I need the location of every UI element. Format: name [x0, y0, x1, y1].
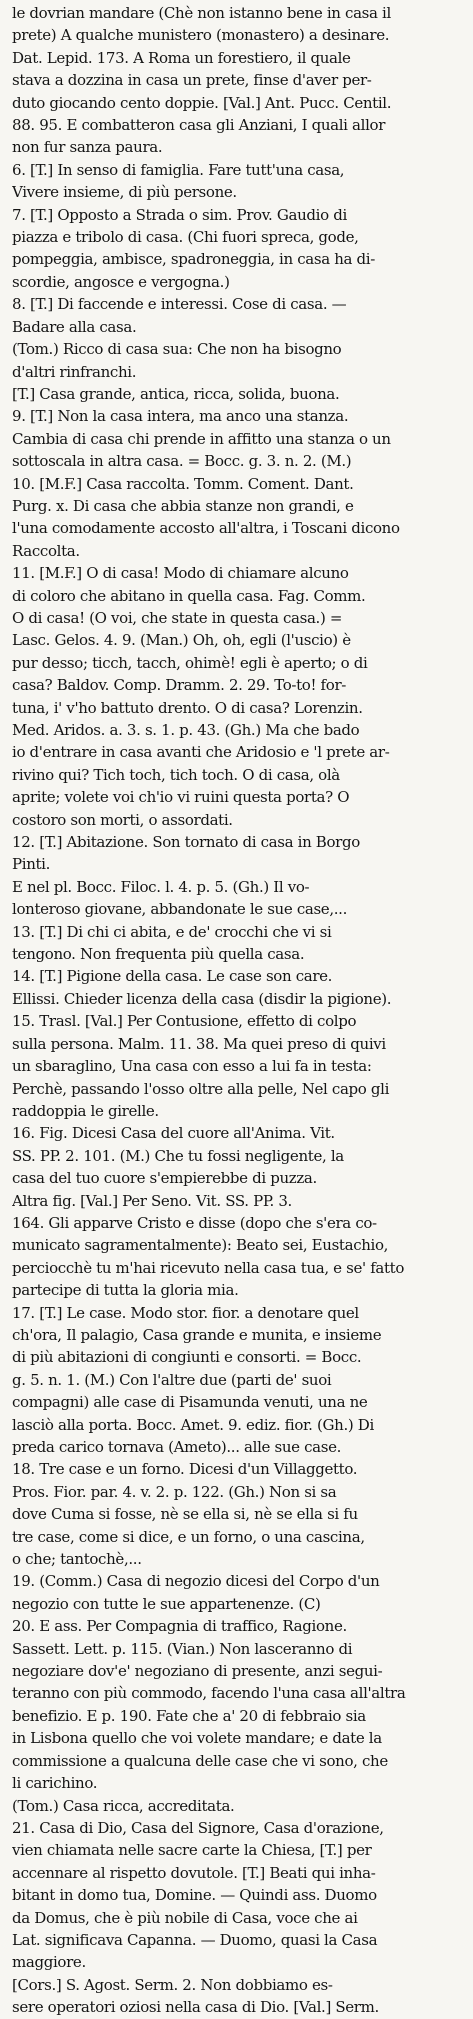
- text-line: aprite; volete voi ch'io vi ruini questa porta? O: [12, 788, 350, 807]
- text-line: bitant in domo tua, Domine. — Quindi ass. Duomo: [12, 1886, 377, 1905]
- text-line: 11. [M.F.] O di casa! Modo di chiamare alcuno: [12, 564, 349, 583]
- text-line: Pinti.: [12, 855, 51, 874]
- text-line: negoziare dov'e' negoziano di presente, anzi segui-: [12, 1662, 383, 1681]
- text-line: Ellissi. Chieder licenza della casa (disdir la pigione).: [12, 989, 392, 1008]
- text-line: (Tom.) Casa ricca, accreditata.: [12, 1796, 235, 1815]
- text-line: pur desso; ticch, tacch, ohimè! egli è aperto; o di: [12, 653, 368, 672]
- text-line: pompeggia, ambisce, spadroneggia, in casa ha di-: [12, 250, 375, 269]
- text-line: Badare alla casa.: [12, 317, 137, 336]
- text-line: casa del tuo cuore s'empierebbe di puzza.: [12, 1169, 317, 1188]
- text-line: 7. [T.] Opposto a Strada o sim. Prov. Gaudio di: [12, 205, 347, 224]
- text-line: l'una comodamente accosto all'altra, i Toscani dicono: [12, 519, 400, 538]
- text-line: sulla persona. Malm. 11. 38. Ma quei preso di quivi: [12, 1034, 386, 1053]
- text-line: raddoppia le girelle.: [12, 1101, 159, 1120]
- text-line: accennare al rispetto dovutole. [T.] Beati qui inha-: [12, 1863, 376, 1882]
- text-line: 18. Tre case e un forno. Dicesi d'un Villaggetto.: [12, 1460, 358, 1479]
- text-line: 9. [T.] Non la casa intera, ma anco una stanza.: [12, 407, 349, 426]
- text-line: preda carico tornava (Ameto)... alle sue case.: [12, 1438, 342, 1456]
- text-line: non fur sanza paura.: [12, 138, 163, 157]
- text-line: tengono. Non frequenta più quella casa.: [12, 945, 305, 964]
- text-line: maggiore.: [12, 1953, 86, 1972]
- text-line: vien chiamata nelle sacre carte la Chiesa, [T.] per: [12, 1841, 372, 1860]
- text-line: 164. Gli apparve Cristo e disse (dopo che s'era co-: [12, 1213, 377, 1232]
- text-line: duto giocando cento doppie. [Val.] Ant. Pucc. Centil.: [12, 93, 392, 112]
- text-line: commissione a qualcuna delle case che vi sono, che: [12, 1751, 388, 1770]
- text-line: partecipe di tutta la gloria mia.: [12, 1281, 239, 1300]
- text-line: casa? Baldov. Comp. Dramm. 2. 29. To-to! for-: [12, 676, 346, 695]
- text-line: da Domus, che è più nobile di Casa, voce che ai: [12, 1908, 358, 1927]
- text-line: 8. [T.] Di faccende e interessi. Cose di casa. —: [12, 295, 347, 314]
- text-line: lonteroso giovane, abbandonate le sue case,...: [12, 900, 348, 919]
- text-line: O di casa! (O voi, che state in questa casa.) =: [12, 608, 343, 627]
- text-line: Lat. significava Capanna. — Duomo, quasi la Casa: [12, 1930, 378, 1949]
- text-line: Cambia di casa chi prende in affitto una stanza o un: [12, 429, 391, 448]
- text-line: 10. [M.F.] Casa raccolta. Tomm. Coment. Dant.: [12, 474, 354, 493]
- text-line: tre case, come si dice, e un forno, o una cascina,: [12, 1527, 365, 1546]
- text-line: un sbaraglino, Una casa con esso a lui fa in testa:: [12, 1057, 372, 1076]
- text-line: benefizio. E p. 190. Fate che a' 20 di febbraio sia: [12, 1706, 366, 1725]
- text-line: Med. Aridos. a. 3. s. 1. p. 43. (Gh.) Ma che bado: [12, 721, 360, 739]
- text-line: li carichino.: [12, 1774, 98, 1793]
- text-line: g. 5. n. 1. (M.) Con l'altre due (parti de' suoi: [12, 1370, 332, 1389]
- text-line: rivino qui? Tich toch, tich toch. O di casa, olà: [12, 765, 340, 784]
- text-line: tuna, i' v'ho battuto drento. O di casa? Lorenzin.: [12, 698, 363, 717]
- text-line: 16. Fig. Dicesi Casa del cuore all'Anima. Vit.: [12, 1124, 335, 1143]
- text-line: lasciò alla porta. Bocc. Amet. 9. ediz. fior. (Gh.) Di: [12, 1415, 374, 1434]
- text-line: 21. Casa di Dio, Casa del Signore, Casa d'orazione,: [12, 1818, 384, 1837]
- text-line: di coloro che abitano in quella casa. Fag. Comm.: [12, 586, 366, 605]
- text-line: sottoscala in altra casa. = Bocc. g. 3. n. 2. (M.): [12, 452, 352, 471]
- text-line: Raccolta.: [12, 541, 80, 560]
- text-line: stava a dozzina in casa un prete, finse d'aver per-: [12, 71, 372, 90]
- text-line: 13. [T.] Di chi ci abita, e de' crocchi che vi si: [12, 922, 332, 941]
- text-line: 12. [T.] Abitazione. Son tornato di casa in Borgo: [12, 833, 360, 852]
- text-line: le dovrian mandare (Chè non istanno bene in casa il: [12, 4, 391, 22]
- text-line: SS. PP. 2. 101. (M.) Che tu fossi negligente, la: [12, 1146, 344, 1165]
- text-line: costoro son morti, o assordati.: [12, 810, 233, 829]
- text-line: 20. E ass. Per Compagnia di traffico, Ragione.: [12, 1617, 347, 1636]
- text-line: Perchè, passando l'osso oltre alla pelle, Nel capo gli: [12, 1079, 390, 1098]
- text-line: [Cors.] S. Agost. Serm. 2. Non dobbiamo es-: [12, 1975, 333, 1994]
- text-line: Altra fig. [Val.] Per Seno. Vit. SS. PP. 3.: [12, 1191, 292, 1210]
- text-line: 88. 95. E combatteron casa gli Anziani, I quali allor: [12, 116, 386, 135]
- text-line: municato sagramentalmente): Beato sei, Eustachio,: [12, 1236, 389, 1255]
- text-line: Vivere insieme, di più persone.: [12, 183, 237, 202]
- text-line: 15. Trasl. [Val.] Per Contusione, effetto di colpo: [12, 1012, 357, 1031]
- text-line: 17. [T.] Le case. Modo stor. fior. a denotare quel: [12, 1303, 359, 1322]
- text-line: 14. [T.] Pigione della casa. Le case son care.: [12, 967, 333, 986]
- text-line: ch'ora, Il palagio, Casa grande e munita, e insieme: [12, 1325, 382, 1344]
- text-line: 19. (Comm.) Casa di negozio dicesi del Corpo d'un: [12, 1572, 380, 1591]
- text-line: scordie, angosce e vergogna.): [12, 272, 230, 291]
- text-line: [T.] Casa grande, antica, ricca, solida, buona.: [12, 384, 340, 403]
- text-line: sere operatori oziosi nella casa di Dio. [Val.] Serm.: [12, 1998, 379, 2017]
- text-line: teranno con più commodo, facendo l'una casa all'altra: [12, 1684, 406, 1703]
- text-line: compagni) alle case di Pisamunda venuti, una ne: [12, 1393, 368, 1412]
- text-line: o che; tantochè,...: [12, 1550, 142, 1569]
- text-line: io d'entrare in casa avanti che Aridosio e 'l prete ar-: [12, 743, 390, 762]
- text-line: Dat. Lepid. 173. A Roma un forestiero, il quale: [12, 48, 351, 67]
- text-line: dove Cuma si fosse, nè se ella si, nè se ella si fu: [12, 1505, 358, 1524]
- text-line: prete) A qualche munistero (monastero) a desinare.: [12, 26, 390, 45]
- text-line: Lasc. Gelos. 4. 9. (Man.) Oh, oh, egli (l'uscio) è: [12, 631, 351, 650]
- text-line: Sassett. Lett. p. 115. (Vian.) Non lasceranno di: [12, 1639, 353, 1658]
- text-line: in Lisbona quello che voi volete mandare; e date la: [12, 1729, 382, 1748]
- text-line: Pros. Fior. par. 4. v. 2. p. 122. (Gh.) Non si sa: [12, 1482, 337, 1501]
- text-line: piazza e tribolo di casa. (Chi fuori spreca, gode,: [12, 228, 359, 247]
- text-line: 6. [T.] In senso di famiglia. Fare tutt'una casa,: [12, 160, 345, 179]
- text-line: Purg. x. Di casa che abbia stanze non grandi, e: [12, 496, 354, 515]
- text-line: d'altri rinfranchi.: [12, 362, 137, 381]
- text-line: E nel pl. Bocc. Filoc. l. 4. p. 5. (Gh.) Il vo-: [12, 877, 310, 896]
- text-line: (Tom.) Ricco di casa sua: Che non ha bisogno: [12, 340, 342, 359]
- text-line: di più abitazioni di congiunti e consorti. = Bocc.: [12, 1348, 362, 1367]
- text-line: perciocchè tu m'hai ricevuto nella casa tua, e se' fatto: [12, 1258, 405, 1277]
- text-line: negozio con tutte le sue appartenenze. (C): [12, 1594, 321, 1613]
